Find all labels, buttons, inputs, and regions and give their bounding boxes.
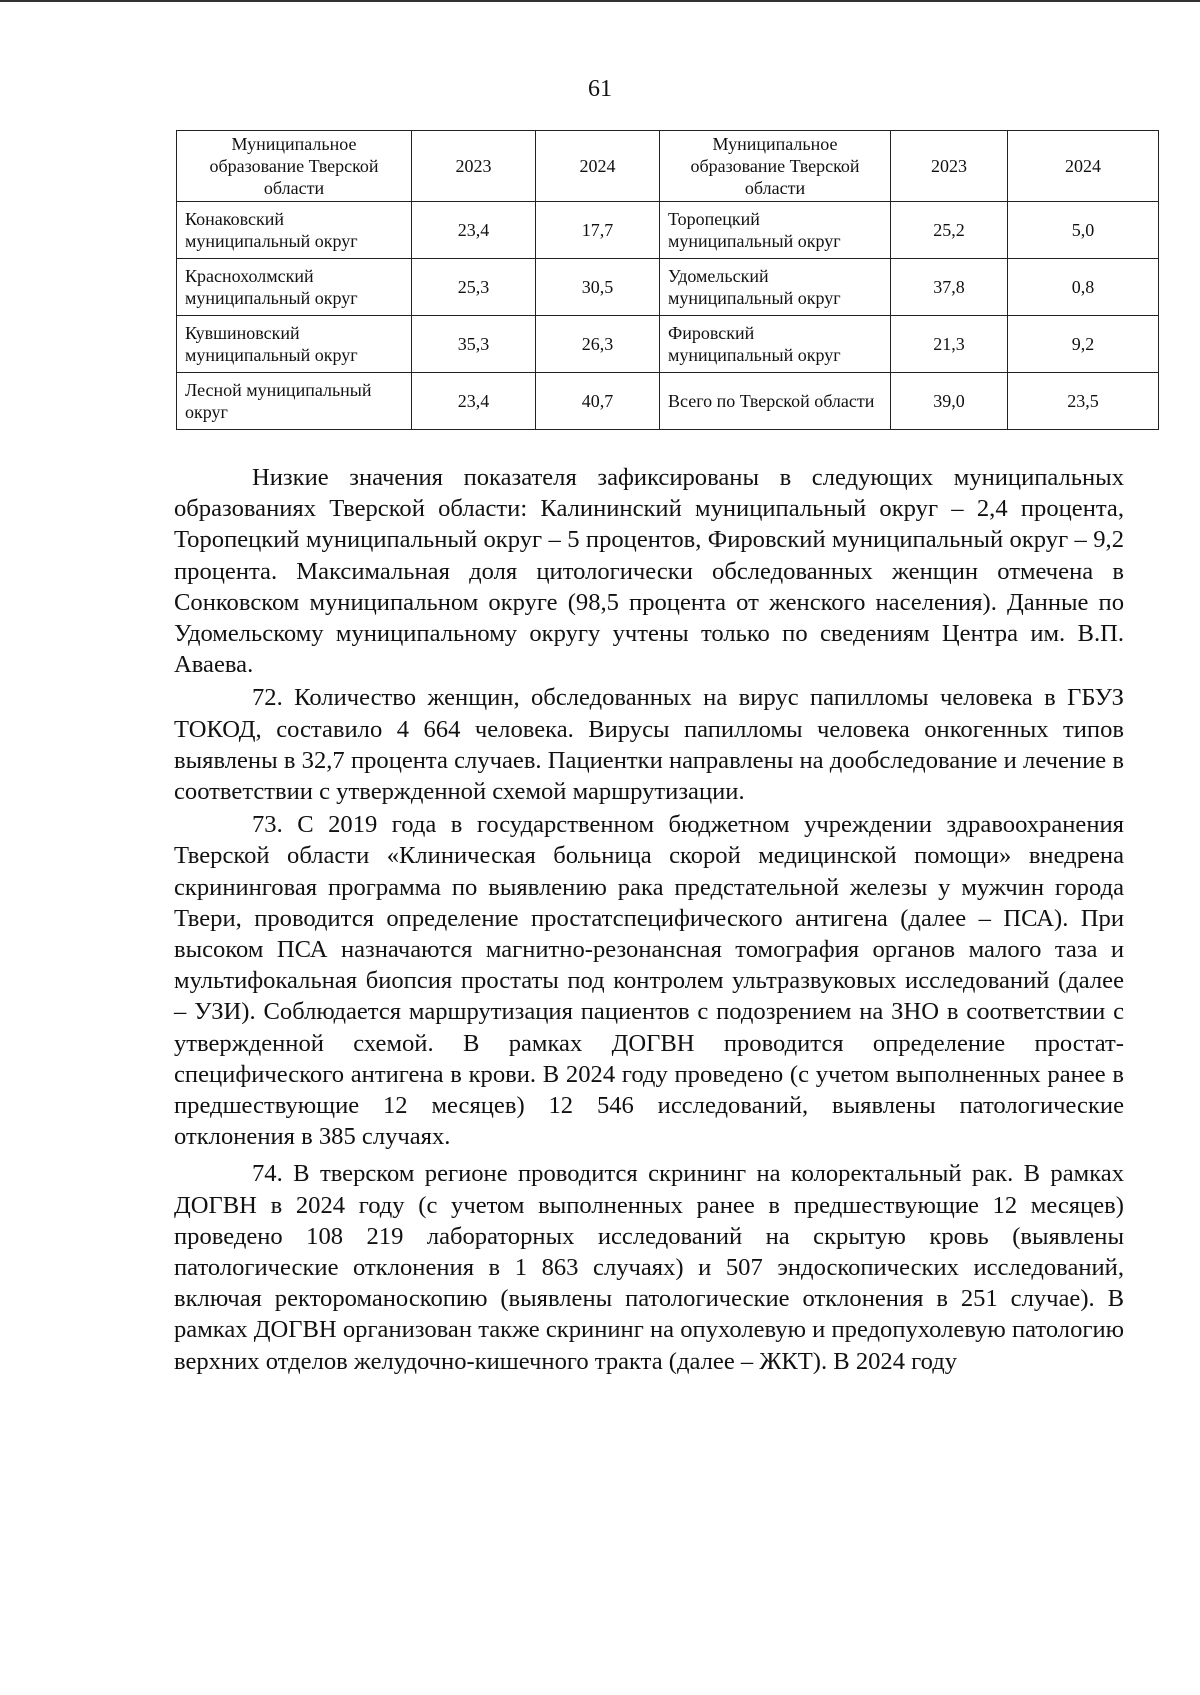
value-cell-2023: 25,3 [412, 259, 536, 316]
municipality-cell: Торопецкий муниципальный округ [660, 202, 891, 259]
paragraph-74: 74. В тверском регионе проводится скрининг на колоректальный рак. В рамках ДОГВН в 2024 году (с учетом выполненных ранее в предшествующие 12 месяцев) проведено 108 219 лабораторных исследований на скрытую кровь (выявлены патологические отклонения в 1 863 случаях) и 507 эндоскопических исследований, включая ректороманоскопию (выявлены патологические отклонения в 251 случае). В рамках ДОГВН организован также скрининг на опухолевую и предопухолевую патологию верхних отделов желудочно-кишечного тракта (далее – ЖКТ). В 2024 году [174, 1160, 1124, 1375]
page-top-edge [0, 0, 1200, 2]
column-header-2023: 2023 [412, 131, 536, 202]
table-row [177, 202, 1159, 259]
column-header-2024: 2024 [1008, 131, 1159, 202]
value-cell-2024: 30,5 [536, 259, 660, 316]
paragraph-73: 73. С 2019 года в государственном бюджетном учреждении здравоохранения Тверской области «Клиническая больница скорой медицинской помощи» внедрена скрининговая программа по выявлению рака предстательной железы у мужчин города Твери, проводится определение простатспецифического антигена (далее – ПСА). При высоком ПСА назначаются магнитно-резонансная томография органов малого таза и мультифокальная биопсия простаты под контролем ультразвуковых исследований (далее – УЗИ). Соблюдается маршрутизация пациентов с подозрением на ЗНО в соответствии с утвержденной схемой. В рамках ДОГВН проводится определение простат-специфического антигена в крови. В 2024 году проведено (с учетом выполненных ранее в предшествующие 12 месяцев) 12 546 исследований, выявлены патологические отклонения в 385 случаях. [174, 811, 1124, 1151]
column-header-municipality: Муниципальное образование Тверской области [660, 131, 891, 202]
value-cell-2024: 0,8 [1008, 259, 1159, 316]
statistics-table [176, 130, 1159, 430]
value-cell-2023: 21,3 [891, 316, 1008, 373]
municipality-cell: Краснохолмский муниципальный округ [177, 259, 412, 316]
table-header-row [177, 131, 1159, 202]
municipality-cell: Кувшиновский муниципальный округ [177, 316, 412, 373]
table-row [177, 316, 1159, 373]
municipality-cell: Фировский муниципальный округ [660, 316, 891, 373]
municipality-cell: Лесной муниципальный округ [177, 373, 412, 430]
table-row [177, 373, 1159, 430]
value-cell-2023: 23,4 [412, 373, 536, 430]
document-body [174, 462, 1124, 1379]
page-number: 61 [588, 76, 612, 102]
value-cell-2023: 39,0 [891, 373, 1008, 430]
value-cell-2024: 23,5 [1008, 373, 1159, 430]
value-cell-2024: 17,7 [536, 202, 660, 259]
column-header-2024: 2024 [536, 131, 660, 202]
value-cell-2024: 5,0 [1008, 202, 1159, 259]
column-header-2023: 2023 [891, 131, 1008, 202]
municipality-cell: Всего по Тверской области [660, 373, 891, 430]
value-cell-2024: 26,3 [536, 316, 660, 373]
paragraph-low-values: Низкие значения показателя зафиксированы в следующих муниципальных образованиях Тверской области: Калининский муниципальный округ – 2,4 процента, Торопецкий муниципальный округ – 5 процентов, Фировский муниципальный округ – 9,2 процента. Максимальная доля цитологически обследованных женщин отмечена в Сонковском муниципальном округе (98,5 процента от женского населения). Данные по Удомельскому муниципальному округу учтены только по сведениям Центра им. В.П. Аваева. [174, 464, 1124, 679]
paragraph-72: 72. Количество женщин, обследованных на вирус папилломы человека в ГБУЗ ТОКОД, составило 4 664 человека. Вирусы папилломы человека онкогенных типов выявлены в 32,7 процента случаев. Пациентки направлены на дообследование и лечение в соответствии с утвержденной схемой маршрутизации. [174, 684, 1124, 806]
value-cell-2024: 40,7 [536, 373, 660, 430]
column-header-municipality: Муниципальное образование Тверской области [177, 131, 412, 202]
value-cell-2023: 35,3 [412, 316, 536, 373]
value-cell-2023: 23,4 [412, 202, 536, 259]
municipality-cell: Конаковский муниципальный округ [177, 202, 412, 259]
value-cell-2023: 25,2 [891, 202, 1008, 259]
value-cell-2023: 37,8 [891, 259, 1008, 316]
table-row [177, 259, 1159, 316]
value-cell-2024: 9,2 [1008, 316, 1159, 373]
municipality-cell: Удомельский муниципальный округ [660, 259, 891, 316]
